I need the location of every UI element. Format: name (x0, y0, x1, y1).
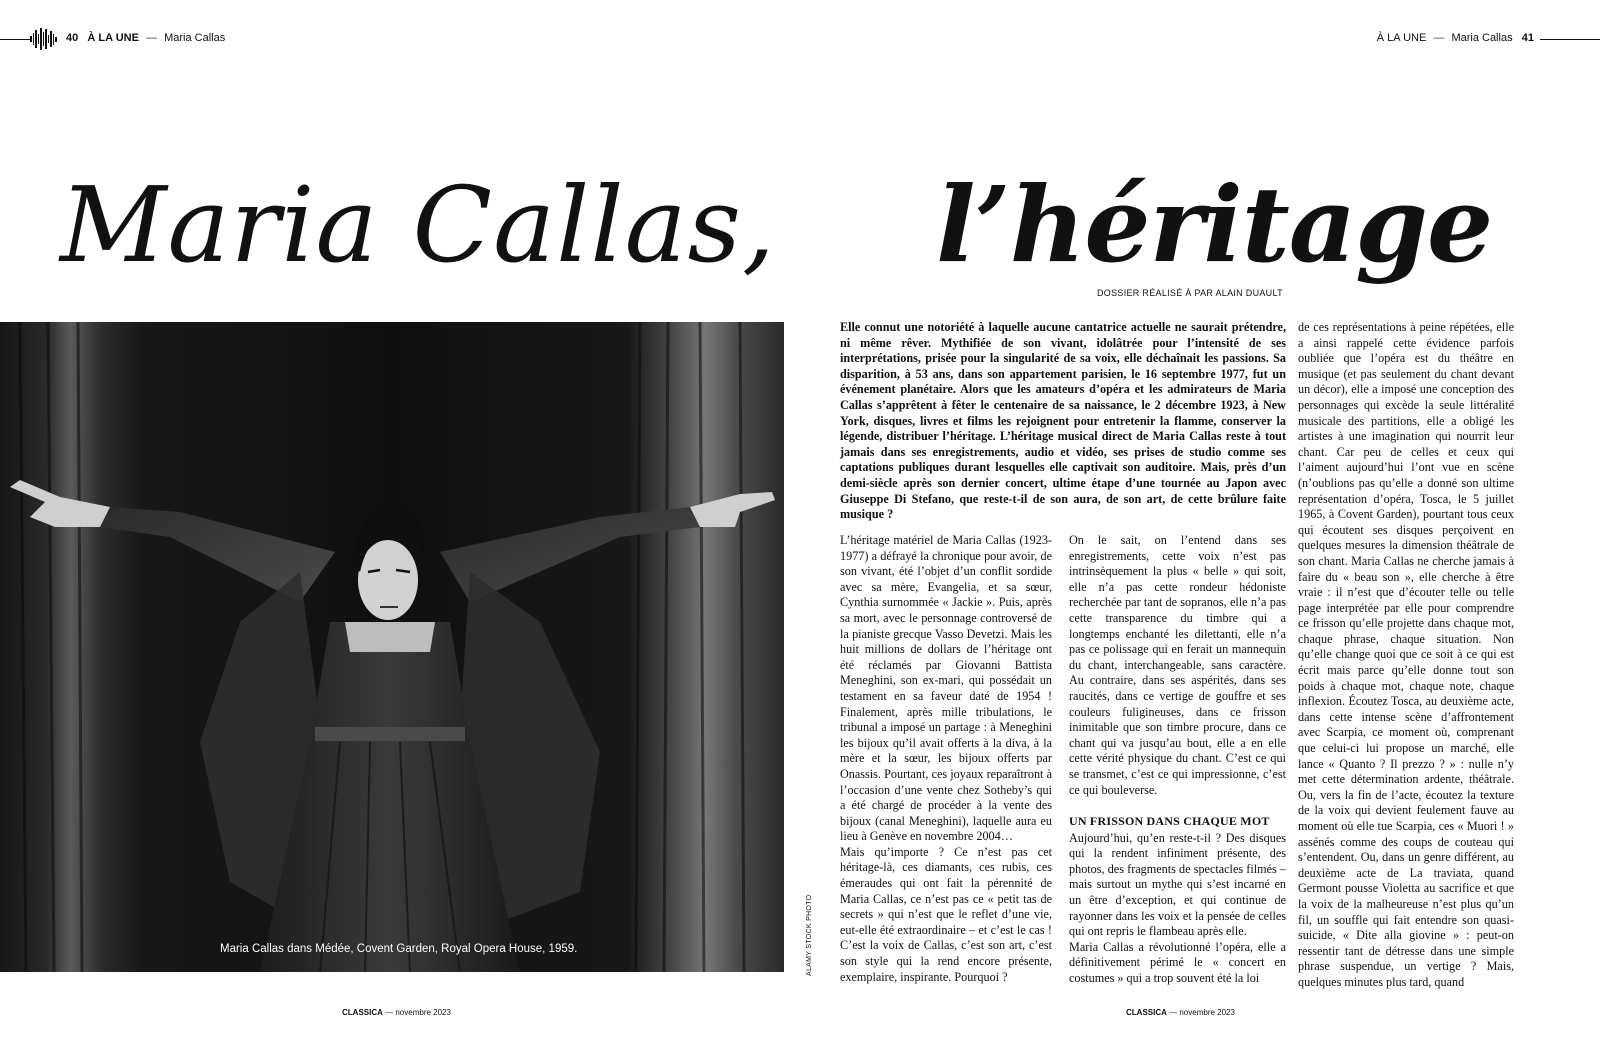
waveform-icon (30, 27, 58, 51)
body-paragraph: Aujourd’hui, qu’en reste-t-il ? Des disques qui la rendent infiniment présente, des photos, des fragments de spectacles filmés – mais surtout un mythe qui s’est incarné en un être d’exception, et qui continue de rayonner dans les voix et la pensée de celles qui ont repris le flambeau après elle. (1069, 830, 1286, 939)
issue-date-right: novembre 2023 (1179, 1008, 1235, 1017)
body-paragraph: de ces représentations à peine répétées, elle a ainsi rappelé cette évidence parfois oubliée que l’opéra est du théâtre en musique (et pas seulement du chant devant un décor), elle a imposé une conception des personnages qui excède la seule littéralité musicale des partitions, elle a obligé les artistes à une imagination qui nourrit leur chant. Car peu de celles et ceux qui l’aiment aujourd’hui l’ont vue en scène (n’oublions pas qu’elle a donné son ultime représentation d’opéra, Tosca, le 5 juillet 1965, à Covent Garden), pourtant tous ceux qui écoutent ses disques perçoivent en quelques mesures la dimension théâtrale de son chant. Maria Callas ne cherche jamais à faire du « beau son », elle cherche à être vraie : il n’est que d’écouter telle ou telle page interprétée par elle pour comprendre ce frisson qu’elle projette dans chaque mot, chaque phrase, chaque situation. Non qu’elle change quoi que ce soit à ce qui est écrit mais parce qu’elle donne tout son poids à chaque mot, chaque note, chaque inflexion. Écoutez Tosca, au deuxième acte, dans cette intense scène d’affrontement avec Scarpia, ce moment où, comprenant que celui-ci lui propose un marché, elle lance « Quanto ? Il prezzo ? » : nulle n’y met cette détermination ardente, théâtrale. Ou, vers la fin de l’acte, écoutez la texture de la voix qui devient feulement fauve au moment où elle tue Scarpia, ces « Muori ! » assénés comme des coups de couteau qui s’entendent. Ou, dans un genre différent, au deuxième acte de La traviata, quand Germont pousse Violetta au sacrifice et que la voix de la malheureuse n’est plus qu’un fil, un souffle qui fait entendre son quasi-suicide, « Dite alla giovine » : peut-on ressentir tant de détresse dans une simple phrase suspendue, un vertige ? Mais, quelques minutes plus tard, quand (1298, 320, 1514, 989)
topic-label-right: Maria Callas (1451, 32, 1513, 44)
author-credit: DOSSIER RÉALISÉ À PAR ALAIN DUAULT (1097, 288, 1283, 298)
photo-maria-callas-medee (0, 322, 784, 972)
body-column-3 (1298, 320, 1514, 991)
title-part-2: l’héritage (936, 163, 1493, 286)
title-part-1: Maria Callas, (60, 164, 777, 286)
magazine-name-right: CLASSICA (1126, 1008, 1167, 1017)
body-paragraph: Maria Callas a révolutionné l’opéra, elle a définitivement périmé le « concert en costumes » qui a trop souvent été la loi (1069, 939, 1286, 986)
page-number-right: 41 (1521, 32, 1534, 44)
footer-separator-left: — (385, 1008, 394, 1017)
section-label-left: À LA UNE (87, 32, 139, 44)
body-column-2 (1069, 533, 1286, 987)
body-paragraph: L’héritage matériel de Maria Callas (1923-1977) a défrayé la chronique pour avoir, de son vivant, été l’objet d’un conflit sordide avec sa mère, Evangelia, et sa sœur, Cynthia surnommée « Jackie ». Puis, après sa mort, avec le personnage controversé de la pianiste grecque Vasso Devetzi. Mais les huit millions de dollars de l’héritage ont été réclamés par Giovanni Battista Meneghini, son ex-mari, qui possédait un testament en sa faveur daté de 1954 ! Finalement, après mille tribulations, le tribunal a imposé un partage : à Meneghini les bijoux qu’il avait offerts à la diva, à la mère et la sœur, les bijoux offerts par Onassis. Pourtant, ces joyaux reparaîtront à l’occasion d’une vente chez Sotheby’s qui a été chargé de procéder à la vente des bijoux (canal Meneghini), laquelle aura eu lieu à Genève en novembre 2004… (840, 533, 1052, 844)
body-paragraph: On le sait, on l’entend dans ses enregistrements, cette voix n’est pas intrinsèquement la plus « belle » qui soit, elle n’a pas cette rondeur hédoniste recherchée par tant de sopranos, elle n’a pas cette transparence du timbre qui a longtemps enchanté les dilettanti, elle n’a pas ce polissage qui en ferait un mannequin du chant, interchangeable, sans caractère. Au contraire, dans ses aspérités, dans ses raucités, dans ce vertige de gouffre et ses couleurs fuligineuses, dans ce frisson inimitable que son timbre procure, dans ce chant qui va jusqu’au bout, elle a en elle cette vérité physique du chant. C’est ce qui se transmet, c’est ce qui impressionne, c’est ce qui bouleverse. (1069, 533, 1286, 797)
issue-date-left: novembre 2023 (395, 1008, 451, 1017)
topic-label-left: Maria Callas (164, 32, 226, 44)
section-label-right: À LA UNE (1376, 32, 1427, 44)
header-rule-right (1540, 39, 1600, 40)
photo-illustration (0, 322, 784, 972)
body-paragraph: Mais qu’importe ? Ce n’est pas cet héritage-là, ces diamants, ces rubis, ces émeraudes qui ont fait la pérennité de Maria Callas, ce n’est pas ce « petit tas de secrets » qui n’est que le reflet d’une vie, eut-elle été extraordinaire – et c’est le cas ! C’est la voix de Callas, c’est son art, c’est son style qui la rend encore présente, exemplaire, inspirante. Pourquoi ? (840, 844, 1052, 984)
lead-paragraph: Elle connut une notoriété à laquelle aucune cantatrice actuelle ne saurait prétendre, ni même rêver. Mythifiée de son vivant, idolâtrée pour l’intensité de ses interprétations, prisée pour la singularité de sa voix, elle déchaînait les passions. Sa disparition, à 53 ans, dans son appartement parisien, le 16 septembre 1977, fut un événement planétaire. Alors que les amateurs d’opéra et les admirateurs de Maria Callas s’apprêtent à fêter le centenaire de sa naissance, le 2 décembre 1923, à New York, disques, livres et films les rejoignent pour entretenir la flamme, conserver la légende, distribuer l’héritage. L’héritage musical direct de Maria Callas reste à tout jamais dans ses enregistrements, audio et vidéo, ses prises de studio comme ses captations publiques durant lesquelles elle captivait son auditoire. Mais, près d’un demi-siècle après son dernier concert, ultime étape d’une tournée au Japon avec Giuseppe Di Stefano, que reste-t-il de son aura, de son art, de cette brûlure faite musique ? (840, 320, 1286, 522)
header-separator-left: — (146, 32, 158, 44)
photo-credit: ALAMY STOCK PHOTO (806, 894, 813, 976)
footer-left (342, 1008, 451, 1017)
footer-right (1126, 1008, 1235, 1017)
section-heading: UN FRISSON DANS CHAQUE MOT (1069, 814, 1270, 829)
header-separator-right: — (1433, 32, 1445, 44)
footer-separator-right: — (1169, 1008, 1178, 1017)
photo-caption: Maria Callas dans Médée, Covent Garden, Royal Opera House, 1959. (220, 943, 578, 955)
header-right (1377, 32, 1534, 44)
header-left (66, 32, 225, 44)
body-column-1 (840, 533, 1052, 985)
header-rule-left (0, 39, 30, 40)
page-number-left: 40 (66, 32, 79, 44)
magazine-name-left: CLASSICA (342, 1008, 383, 1017)
